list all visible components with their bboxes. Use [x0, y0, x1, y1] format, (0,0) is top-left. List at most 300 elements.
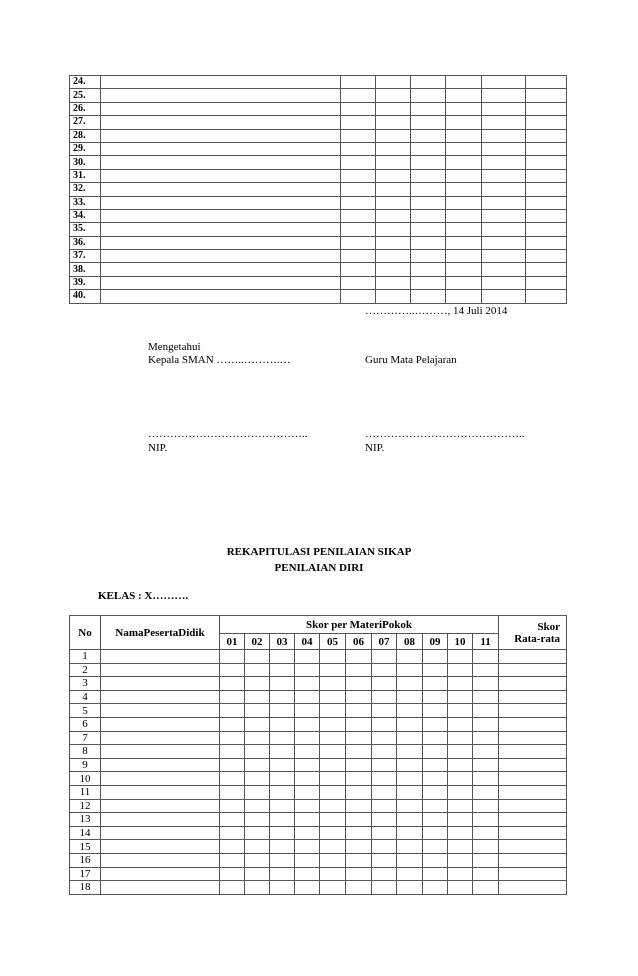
table-cell — [101, 867, 220, 881]
score-column-header: 06 — [346, 634, 372, 650]
table-cell — [341, 196, 376, 209]
table-cell — [423, 745, 448, 759]
table-cell — [346, 826, 372, 840]
table-cell — [473, 853, 499, 867]
table-cell — [101, 704, 220, 718]
table-cell — [411, 250, 446, 263]
table-cell — [101, 89, 341, 102]
table-cell — [526, 142, 567, 155]
score-column-header: 09 — [423, 634, 448, 650]
row-number: 17 — [70, 867, 101, 881]
table-cell — [397, 731, 423, 745]
recap-row — [70, 663, 567, 677]
table-cell — [473, 813, 499, 827]
table-cell — [245, 758, 270, 772]
table-cell — [220, 881, 245, 895]
table-cell — [376, 156, 411, 169]
row-number: 7 — [70, 731, 101, 745]
table-cell — [372, 799, 397, 813]
table-cell — [245, 745, 270, 759]
recap-row — [70, 881, 567, 895]
table-cell — [320, 785, 346, 799]
table-cell — [446, 236, 482, 249]
table-cell — [482, 156, 526, 169]
table-cell — [376, 102, 411, 115]
table-cell — [341, 223, 376, 236]
table-cell — [376, 290, 411, 303]
row-number: 15 — [70, 840, 101, 854]
row-number: 11 — [70, 785, 101, 799]
table-cell — [423, 840, 448, 854]
principal-signature-line: …………………………………….. — [148, 428, 308, 440]
table-cell — [423, 650, 448, 664]
table-cell — [446, 156, 482, 169]
row-number: 12 — [70, 799, 101, 813]
table-cell — [526, 276, 567, 289]
table-cell — [101, 758, 220, 772]
table-cell — [220, 840, 245, 854]
table-cell — [423, 772, 448, 786]
header-score-group: Skor per MateriPokok — [220, 616, 499, 634]
table-cell — [411, 236, 446, 249]
teacher-signature-line: …………………………………….. — [365, 428, 525, 440]
table-cell — [423, 677, 448, 691]
row-number: 18 — [70, 881, 101, 895]
table-cell — [101, 183, 341, 196]
table-cell — [101, 236, 341, 249]
table-cell — [346, 853, 372, 867]
table-cell — [295, 881, 320, 895]
table-cell — [376, 209, 411, 222]
row-number: 38. — [70, 263, 101, 276]
table-cell — [341, 169, 376, 182]
table-cell — [101, 745, 220, 759]
table-cell — [376, 89, 411, 102]
table-cell — [295, 677, 320, 691]
table-cell — [397, 758, 423, 772]
table-cell — [220, 690, 245, 704]
table-cell — [270, 663, 295, 677]
recap-row — [70, 813, 567, 827]
table-cell — [411, 129, 446, 142]
table-cell — [397, 650, 423, 664]
table-cell — [245, 717, 270, 731]
row-number: 3 — [70, 677, 101, 691]
row-number: 34. — [70, 209, 101, 222]
table-cell — [101, 785, 220, 799]
table-cell — [245, 677, 270, 691]
table-cell — [270, 853, 295, 867]
table-cell — [376, 116, 411, 129]
teacher-nip: NIP. — [365, 442, 385, 454]
row-number: 30. — [70, 156, 101, 169]
table-cell — [526, 263, 567, 276]
table-cell — [245, 840, 270, 854]
table-cell — [499, 717, 567, 731]
table-cell — [101, 799, 220, 813]
table-cell — [341, 236, 376, 249]
table-cell — [473, 650, 499, 664]
table-cell — [526, 116, 567, 129]
table-cell — [482, 209, 526, 222]
table-cell — [499, 650, 567, 664]
table-cell — [295, 813, 320, 827]
table-cell — [473, 690, 499, 704]
table-cell — [376, 223, 411, 236]
recap-row — [70, 867, 567, 881]
table-cell — [270, 704, 295, 718]
table-cell — [220, 731, 245, 745]
table-cell — [270, 840, 295, 854]
score-column-header: 01 — [220, 634, 245, 650]
table-cell — [270, 650, 295, 664]
top-table-row — [70, 209, 567, 222]
top-table-row — [70, 142, 567, 155]
table-cell — [346, 758, 372, 772]
table-cell — [346, 663, 372, 677]
table-cell — [448, 731, 473, 745]
top-table-row — [70, 156, 567, 169]
row-number: 33. — [70, 196, 101, 209]
row-number: 37. — [70, 250, 101, 263]
table-cell — [499, 677, 567, 691]
table-cell — [101, 663, 220, 677]
table-cell — [448, 881, 473, 895]
table-cell — [245, 690, 270, 704]
table-cell — [397, 840, 423, 854]
table-cell — [295, 867, 320, 881]
table-cell — [101, 772, 220, 786]
acknowledged-label: Mengetahui — [148, 341, 201, 353]
table-cell — [220, 772, 245, 786]
table-cell — [220, 650, 245, 664]
table-cell — [270, 758, 295, 772]
table-cell — [101, 826, 220, 840]
row-number: 6 — [70, 717, 101, 731]
table-cell — [220, 758, 245, 772]
table-cell — [423, 663, 448, 677]
table-cell — [526, 183, 567, 196]
table-cell — [473, 731, 499, 745]
table-cell — [473, 677, 499, 691]
recap-row — [70, 650, 567, 664]
table-cell — [101, 223, 341, 236]
score-column-header: 07 — [372, 634, 397, 650]
table-cell — [295, 799, 320, 813]
table-cell — [448, 853, 473, 867]
table-cell — [245, 881, 270, 895]
table-cell — [397, 826, 423, 840]
table-cell — [526, 169, 567, 182]
table-cell — [320, 772, 346, 786]
table-cell — [376, 142, 411, 155]
table-cell — [411, 169, 446, 182]
teacher-label: Guru Mata Pelajaran — [365, 354, 457, 366]
table-cell — [346, 799, 372, 813]
table-cell — [372, 745, 397, 759]
table-cell — [346, 677, 372, 691]
table-cell — [101, 76, 341, 89]
table-cell — [397, 745, 423, 759]
table-cell — [411, 142, 446, 155]
table-cell — [220, 867, 245, 881]
table-cell — [526, 76, 567, 89]
table-cell — [346, 867, 372, 881]
table-cell — [320, 853, 346, 867]
table-cell — [499, 690, 567, 704]
table-cell — [448, 826, 473, 840]
recap-row — [70, 853, 567, 867]
table-cell — [346, 704, 372, 718]
table-cell — [220, 745, 245, 759]
table-cell — [341, 183, 376, 196]
table-cell — [101, 156, 341, 169]
table-cell — [220, 853, 245, 867]
table-cell — [320, 677, 346, 691]
table-cell — [101, 196, 341, 209]
table-cell — [101, 116, 341, 129]
top-table-row — [70, 183, 567, 196]
table-cell — [101, 677, 220, 691]
row-number: 2 — [70, 663, 101, 677]
table-cell — [346, 690, 372, 704]
table-cell — [295, 826, 320, 840]
table-cell — [341, 116, 376, 129]
table-cell — [295, 690, 320, 704]
table-cell — [448, 813, 473, 827]
table-cell — [346, 650, 372, 664]
table-cell — [473, 663, 499, 677]
row-number: 27. — [70, 116, 101, 129]
table-cell — [526, 156, 567, 169]
table-cell — [448, 650, 473, 664]
table-cell — [448, 690, 473, 704]
table-cell — [482, 250, 526, 263]
table-cell — [499, 785, 567, 799]
table-cell — [473, 785, 499, 799]
table-cell — [295, 704, 320, 718]
row-number: 39. — [70, 276, 101, 289]
table-cell — [270, 717, 295, 731]
table-cell — [499, 840, 567, 854]
table-cell — [101, 731, 220, 745]
table-cell — [446, 102, 482, 115]
table-cell — [473, 758, 499, 772]
table-cell — [295, 717, 320, 731]
table-cell — [220, 785, 245, 799]
table-cell — [372, 813, 397, 827]
table-cell — [448, 785, 473, 799]
table-cell — [376, 196, 411, 209]
table-cell — [341, 290, 376, 303]
table-cell — [482, 169, 526, 182]
top-table-row — [70, 102, 567, 115]
table-cell — [423, 731, 448, 745]
table-cell — [372, 826, 397, 840]
table-cell — [245, 799, 270, 813]
table-cell — [397, 867, 423, 881]
top-table-row — [70, 196, 567, 209]
table-cell — [499, 704, 567, 718]
table-cell — [482, 263, 526, 276]
table-cell — [372, 663, 397, 677]
row-number: 16 — [70, 853, 101, 867]
table-cell — [397, 717, 423, 731]
table-cell — [411, 223, 446, 236]
table-cell — [446, 89, 482, 102]
recap-row — [70, 731, 567, 745]
table-cell — [411, 156, 446, 169]
table-cell — [473, 772, 499, 786]
table-cell — [372, 867, 397, 881]
table-cell — [376, 76, 411, 89]
row-number: 31. — [70, 169, 101, 182]
table-cell — [411, 263, 446, 276]
table-cell — [245, 650, 270, 664]
table-cell — [346, 785, 372, 799]
row-number: 1 — [70, 650, 101, 664]
top-table-row — [70, 290, 567, 303]
table-cell — [526, 209, 567, 222]
table-cell — [341, 89, 376, 102]
score-column-header: 02 — [245, 634, 270, 650]
table-cell — [423, 867, 448, 881]
score-column-header: 04 — [295, 634, 320, 650]
table-cell — [220, 677, 245, 691]
table-cell — [346, 813, 372, 827]
table-cell — [341, 276, 376, 289]
table-cell — [270, 731, 295, 745]
table-cell — [423, 785, 448, 799]
table-cell — [446, 209, 482, 222]
recap-row — [70, 840, 567, 854]
table-cell — [526, 129, 567, 142]
top-table-row — [70, 76, 567, 89]
table-cell — [448, 840, 473, 854]
table-cell — [341, 263, 376, 276]
recap-title: REKAPITULASI PENILAIAN SIKAP — [226, 546, 412, 558]
table-cell — [245, 731, 270, 745]
table-cell — [346, 840, 372, 854]
table-cell — [411, 183, 446, 196]
table-cell — [499, 731, 567, 745]
header-name: NamaPesertaDidik — [101, 616, 220, 650]
top-table-row — [70, 169, 567, 182]
table-cell — [448, 867, 473, 881]
table-cell — [446, 196, 482, 209]
table-cell — [499, 867, 567, 881]
table-cell — [448, 677, 473, 691]
table-cell — [101, 102, 341, 115]
row-number: 28. — [70, 129, 101, 142]
top-continuation-table — [69, 75, 567, 304]
table-cell — [423, 813, 448, 827]
table-cell — [101, 250, 341, 263]
table-cell — [101, 690, 220, 704]
table-cell — [446, 263, 482, 276]
table-cell — [101, 853, 220, 867]
table-cell — [411, 89, 446, 102]
recap-row — [70, 799, 567, 813]
table-cell — [397, 677, 423, 691]
table-cell — [473, 704, 499, 718]
table-cell — [320, 881, 346, 895]
row-number: 32. — [70, 183, 101, 196]
table-cell — [499, 853, 567, 867]
table-cell — [446, 276, 482, 289]
table-cell — [448, 799, 473, 813]
top-table-row — [70, 263, 567, 276]
recap-table — [69, 615, 567, 895]
row-number: 10 — [70, 772, 101, 786]
table-cell — [270, 745, 295, 759]
table-cell — [346, 772, 372, 786]
row-number: 5 — [70, 704, 101, 718]
row-number: 9 — [70, 758, 101, 772]
table-cell — [423, 758, 448, 772]
table-cell — [372, 853, 397, 867]
table-cell — [220, 717, 245, 731]
table-cell — [448, 772, 473, 786]
table-cell — [295, 772, 320, 786]
top-table-row — [70, 276, 567, 289]
table-cell — [446, 223, 482, 236]
table-cell — [473, 717, 499, 731]
row-number: 25. — [70, 89, 101, 102]
table-cell — [423, 799, 448, 813]
table-cell — [448, 758, 473, 772]
table-cell — [411, 102, 446, 115]
recap-row — [70, 785, 567, 799]
table-cell — [270, 785, 295, 799]
table-cell — [220, 799, 245, 813]
table-cell — [372, 704, 397, 718]
score-column-header: 11 — [473, 634, 499, 650]
table-cell — [376, 236, 411, 249]
table-cell — [397, 772, 423, 786]
table-cell — [526, 89, 567, 102]
table-cell — [320, 840, 346, 854]
score-column-header: 03 — [270, 634, 295, 650]
table-cell — [320, 731, 346, 745]
table-cell — [423, 704, 448, 718]
principal-label: Kepala SMAN ……..……….… — [148, 354, 291, 366]
table-cell — [346, 731, 372, 745]
table-cell — [482, 142, 526, 155]
row-number: 4 — [70, 690, 101, 704]
table-cell — [448, 704, 473, 718]
table-cell — [526, 102, 567, 115]
table-cell — [270, 690, 295, 704]
table-cell — [499, 813, 567, 827]
table-cell — [245, 853, 270, 867]
table-cell — [320, 799, 346, 813]
table-cell — [245, 663, 270, 677]
table-cell — [101, 650, 220, 664]
table-cell — [372, 690, 397, 704]
header-average — [499, 616, 567, 650]
table-cell — [376, 169, 411, 182]
header-average-line1: Skor — [537, 620, 561, 633]
table-cell — [295, 650, 320, 664]
table-cell — [376, 263, 411, 276]
table-cell — [346, 881, 372, 895]
top-table-row — [70, 250, 567, 263]
table-cell — [101, 881, 220, 895]
table-cell — [397, 813, 423, 827]
table-cell — [526, 196, 567, 209]
table-cell — [245, 867, 270, 881]
